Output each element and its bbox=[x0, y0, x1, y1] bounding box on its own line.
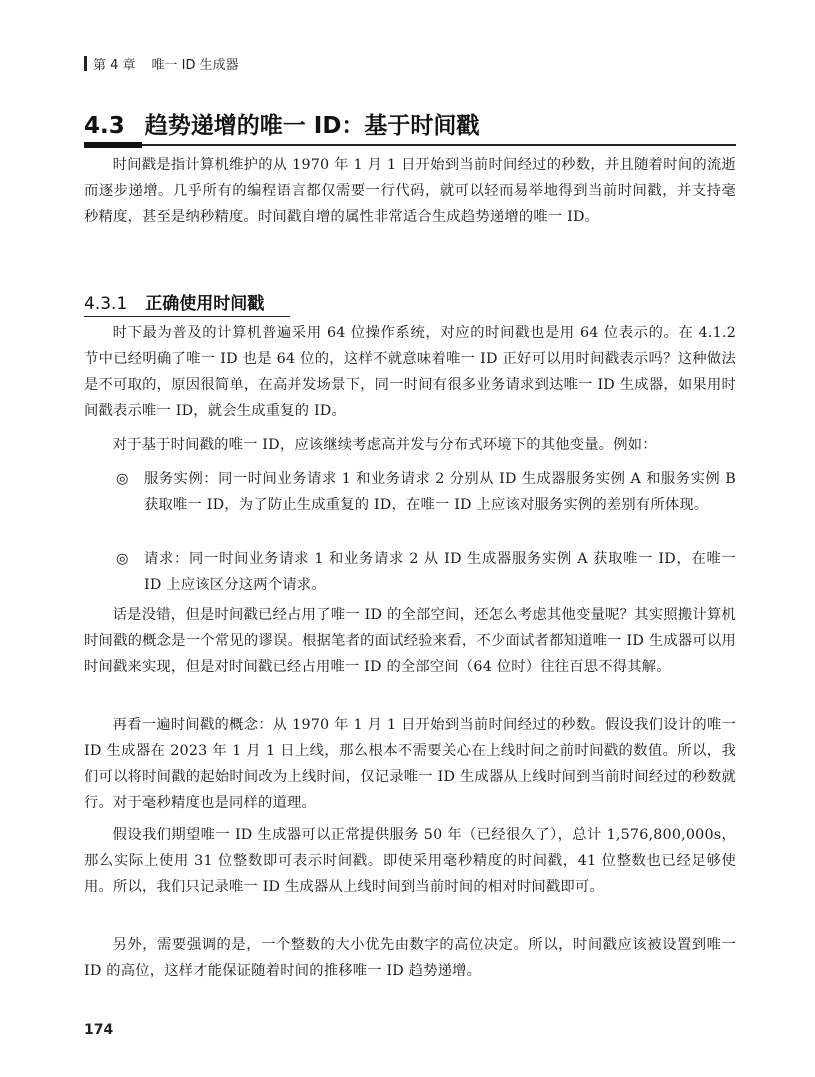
running-head bbox=[84, 54, 239, 73]
list-item bbox=[116, 546, 736, 598]
section-title: 趋势递增的唯一 ID：基于时间戳 bbox=[144, 113, 480, 139]
chapter-title: 唯一 ID 生成器 bbox=[151, 58, 239, 73]
list-item-text: 服务实例：同一时间业务请求 1 和业务请求 2 分别从 ID 生成器服务实例 A 和服务实例 B 获取唯一 ID，为了防止生成重复的 ID，在唯一 ID 上应该对服务实例的差别有所体现。 bbox=[144, 471, 736, 513]
running-head-bar bbox=[84, 56, 87, 71]
section-rule-accent bbox=[84, 142, 142, 148]
page-number: 174 bbox=[84, 1022, 114, 1038]
list-item-text: 请求：同一时间业务请求 1 和业务请求 2 从 ID 生成器服务实例 A 获取唯一 ID，在唯一 ID 上应该区分这两个请求。 bbox=[144, 551, 736, 593]
section-number: 4.3 bbox=[84, 113, 125, 139]
bullet-marker: ◎ bbox=[116, 471, 129, 487]
list-item bbox=[116, 466, 736, 518]
body-paragraph: 对于基于时间戳的唯一 ID，应该继续考虑高并发与分布式环境下的其他变量。例如： bbox=[112, 437, 657, 453]
intro-paragraph: 时间戳是指计算机维护的从 1970 年 1 月 1 日开始到当前时间经过的秒数，并且随着时间的流逝而逐步递增。几乎所有的编程语言都仅需要一行代码，就可以轻而易举地得到当前时间戳，并支持毫秒精度，甚至是纳秒精度。时间戳自增的属性非常适合生成趋势递增的唯一 ID。 bbox=[84, 157, 736, 225]
body-paragraph: 话是没错，但是时间戳已经占用了唯一 ID 的全部空间，还怎么考虑其他变量呢？其实照搬计算机时间戳的概念是一个常见的谬误。根据笔者的面试经验来看，不少面试者都知道唯一 ID 生成器可以用时间戳来实现，但是对时间戳已经占用唯一 ID 的全部空间（64 位时）往往百思不得其解。 bbox=[84, 607, 736, 675]
body-paragraph: 时下最为普及的计算机普遍采用 64 位操作系统，对应的时间戳也是用 64 位表示的。在 4.1.2 节中已经明确了唯一 ID 也是 64 位的，这样不就意味着唯一 ID 正好可以用时间戳表示吗？这种做法是不可取的，原因很简单，在高并发场景下，同一时间有很多业务请求到达唯一 ID 生成器，如果用时间戳表示唯一 ID，就会生成重复的 ID。 bbox=[84, 325, 736, 419]
subsection-number: 4.3.1 bbox=[84, 294, 128, 314]
subsection-title: 正确使用时间戳 bbox=[145, 294, 265, 314]
body-paragraph: 另外，需要强调的是，一个整数的大小优先由数字的高位决定。所以，时间戳应该被设置到唯一 ID 的高位，这样才能保证随着时间的推移唯一 ID 趋势递增。 bbox=[84, 937, 736, 979]
section-heading bbox=[84, 107, 479, 140]
bullet-marker: ◎ bbox=[116, 551, 129, 567]
body-paragraph: 再看一遍时间戳的概念：从 1970 年 1 月 1 日开始到当前时间经过的秒数。假设我们设计的唯一 ID 生成器在 2023 年 1 月 1 日上线，那么根本不需要关心在上线时间之前时间戳的数值。所以，我们可以将时间戳的起始时间改为上线时间，仅记录唯一 ID 生成器从上线时间到当前时间经过的秒数就行。对于毫秒精度也是同样的道理。 bbox=[84, 717, 736, 811]
section-rule-line bbox=[84, 144, 736, 146]
chapter-label: 第 4 章 bbox=[93, 58, 136, 73]
subsection-heading bbox=[84, 289, 290, 317]
body-paragraph: 假设我们期望唯一 ID 生成器可以正常提供服务 50 年（已经很久了），总计 1,576,800,000s，那么实际上使用 31 位整数即可表示时间戳。即使采用毫秒精度的时间戳，41 位整数也已经足够使用。所以，我们只记录唯一 ID 生成器从上线时间到当前时间的相对时间戳即可。 bbox=[84, 827, 736, 895]
section-rule bbox=[84, 142, 736, 150]
